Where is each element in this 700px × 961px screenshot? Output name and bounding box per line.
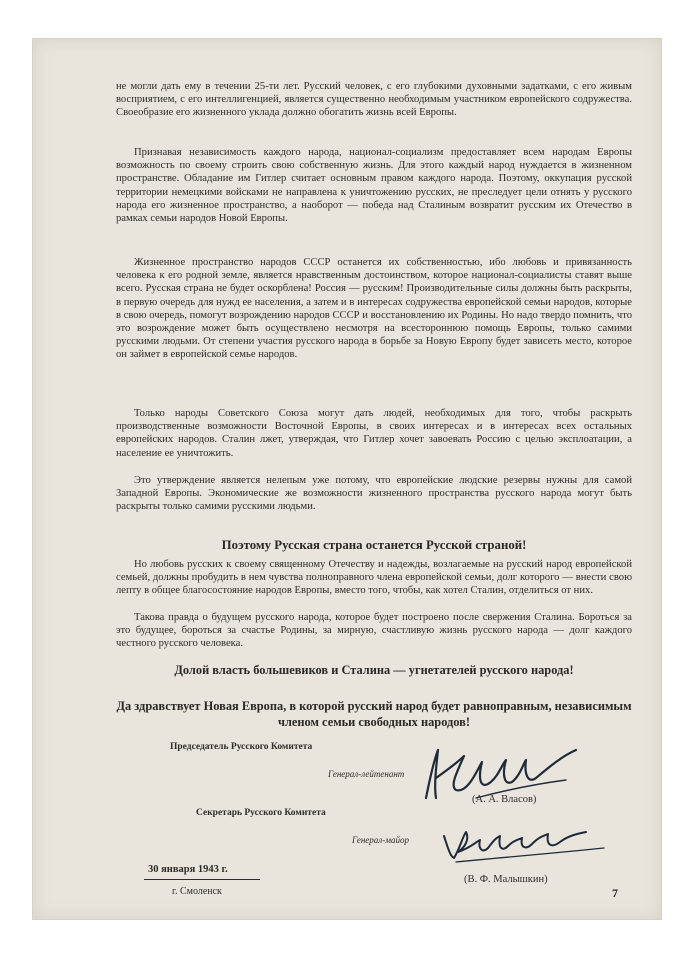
leaflet-page xyxy=(32,38,662,920)
paragraph-2: Признавая независимость каждого народа, национал-социализм предоставляет всем народам Европы возможность по своему строить свою собственную жизнь. Для этого каждый народ нуждается в жизненном пространстве. Обладание им Гитлер считает основным правом каждого народа. Поэтому, оккупация русской территории немецкими войсками не направлена к уничтожению русских, не преследует цели отнять у русского народа его жизненное пространство, а наоборот — победа над Сталиным возвратит русским их Отечество в рамках семьи народов Новой Европы. xyxy=(116,147,632,225)
paragraph-3-block xyxy=(116,256,632,362)
paragraph-6-block xyxy=(116,558,632,598)
secretary-name: (В. Ф. Малышкин) xyxy=(464,874,548,885)
section-heading: Поэтому Русская страна останется Русской страной! xyxy=(221,538,527,552)
paragraph-2-block xyxy=(116,146,632,225)
document-date: 30 января 1943 г. xyxy=(148,864,228,875)
document-place: г. Смоленск xyxy=(172,886,222,897)
paragraph-5-block xyxy=(116,474,632,514)
secretary-title: Секретарь Русского Комитета xyxy=(196,808,326,818)
chairman-name: (А. А. Власов) xyxy=(472,794,537,805)
date-underline xyxy=(144,879,260,880)
chairman-rank: Генерал-лейтенант xyxy=(328,769,405,779)
slogan-1: Долой власть большевиков и Сталина — угнетателей русского народа! xyxy=(174,663,574,677)
slogan-2: Да здравствует Новая Европа, в которой русский народ будет равноправным, независимым членом семьи свободных народов! xyxy=(116,699,632,729)
paragraph-3: Жизненное пространство народов СССР останется их собственностью, ибо любовь и привязанность человека к его родной земле, является нравственным достоинством, которое национал-социалисты ставят выше всего. Русская страна не будет оскорблена! Россия — русским! Производительные силы должны быть раскрыты, в первую очередь для нужд ее населения, а затем и в интересах содружества европейской семьи народов, которые в свою очередь, помогут возрождению народов СССР и восстановлению их Родины. Но надо твердо помнить, что это возрождение может быть осуществлено несмотря на всестороннюю помощь Европы, только самими русскими людьми. От степени участия русского народа в борьбе за Новую Европу будет зависеть место, которое он займет в европейской семье народов. xyxy=(116,257,632,361)
page-number: 7 xyxy=(612,886,618,900)
malyshkin-signature xyxy=(436,818,616,868)
paragraph-4-block xyxy=(116,407,632,460)
paragraph-7-block xyxy=(116,611,632,651)
paragraph-6: Но любовь русских к своему священному Отечеству и надежды, возлагаемые на русский народ европейской семьей, должны пробудить в нем чувства полноправного члена европейской семьи, долг которого — внести свою лепту в общее благосостояние народов Европы, вместо того, чтобы, как хотел Сталин, отделиться от них. xyxy=(116,559,632,597)
chairman-title: Председатель Русского Комитета xyxy=(170,742,313,752)
paragraph-7: Такова правда о будущем русского народа, которое будет построено после свержения Сталина. Бороться за это будущее, бороться за счастье Родины, за мирную, счастливую жизнь русского народа — долг каждого честного русского человека. xyxy=(116,612,632,650)
paragraph-4: Только народы Советского Союза могут дать людей, необходимых для того, чтобы раскрыть производственные возможности Восточной Европы, в своих интересах и в интересах всех остальных европейских народов. Сталин лжет, утверждая, что Гитлер хочет завоевать Россию с целью эксплоатации, а население ее уничтожить. xyxy=(116,408,632,459)
paragraph-1: не могли дать ему в течении 25-ти лет. Русский человек, с его глубокими духовными задатками, с его живым восприятием, с его интеллигенцией, является существенно необходимым участником европейского содружества. Своеобразие его жизненного уклада должно обогатить жизнь всей Европы. xyxy=(116,81,632,119)
secretary-rank: Генерал-майор xyxy=(352,835,409,845)
paragraph-5: Это утверждение является нелепым уже потому, что европейские людские резервы нужны для самой Западной Европы. Экономические же возможности жизненного пространства русского народа могут быть раскрыты только самими русскими людьми. xyxy=(116,475,632,513)
